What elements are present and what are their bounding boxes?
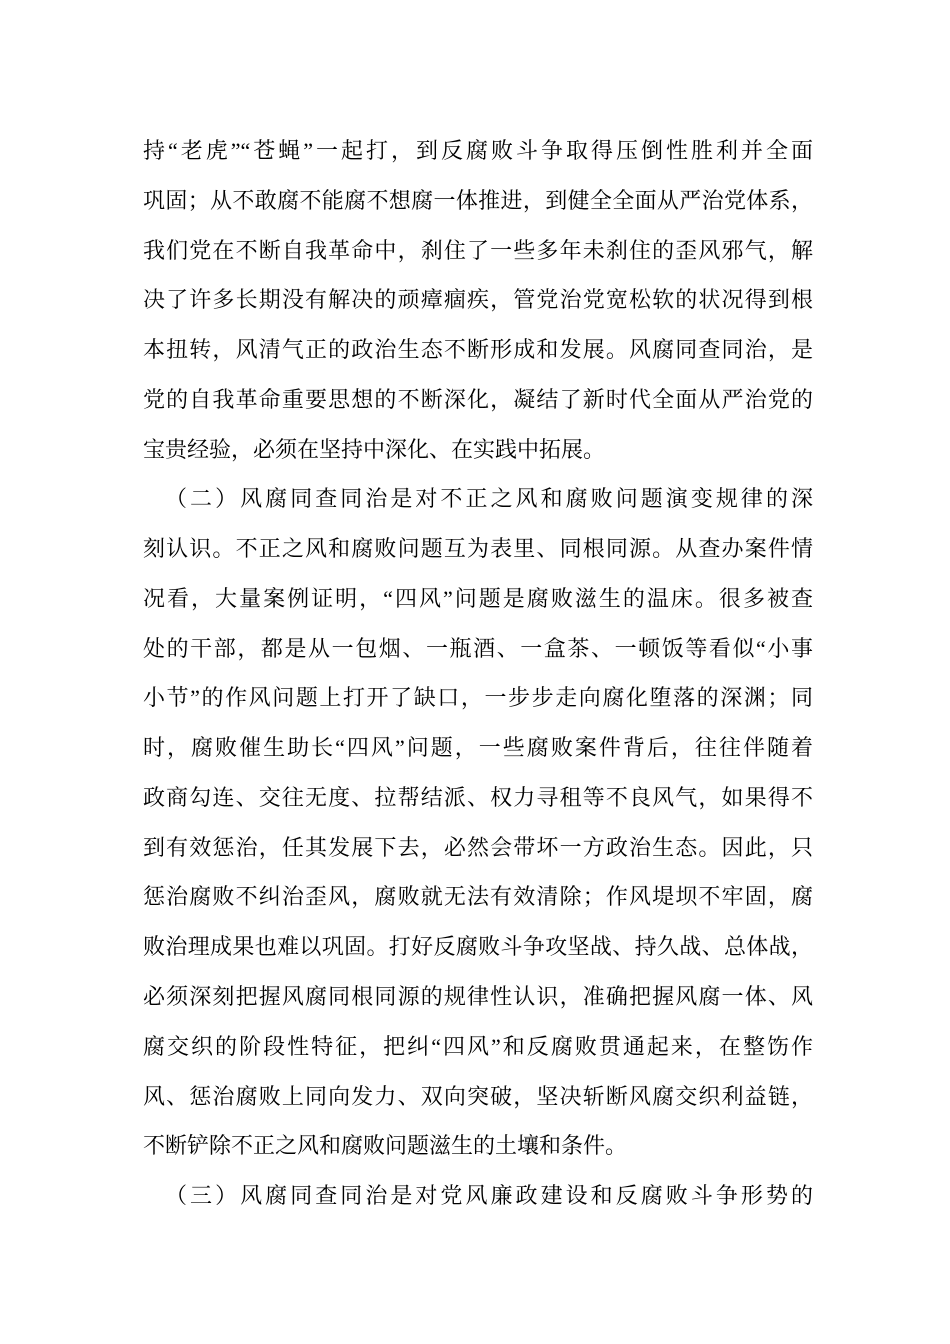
document-body <box>143 126 813 1221</box>
text-line: 时，腐败催生助长“四风”问题，一些腐败案件背后，往往伴随着 <box>143 735 813 761</box>
text-line: （三）风腐同查同治是对党风廉政建设和反腐败斗争形势的 <box>165 1183 813 1209</box>
text-line: 惩治腐败不纠治歪风，腐败就无法有效清除；作风堤坝不牢固，腐 <box>143 884 813 910</box>
text-line: 腐交织的阶段性特征，把纠“四风”和反腐败贯通起来，在整饬作 <box>143 1033 813 1059</box>
text-line: 到有效惩治，任其发展下去，必然会带坏一方政治生态。因此，只 <box>143 834 813 860</box>
text-line: 党的自我革命重要思想的不断深化，凝结了新时代全面从严治党的 <box>143 386 813 412</box>
paragraph <box>143 126 813 474</box>
paragraph <box>143 474 813 1171</box>
text-line: 政商勾连、交往无度、拉帮结派、权力寻租等不良风气，如果得不 <box>143 784 813 810</box>
text-line: 败治理成果也难以巩固。打好反腐败斗争攻坚战、持久战、总体战， <box>143 934 813 960</box>
text-line: 我们党在不断自我革命中，刹住了一些多年未刹住的歪风邪气，解 <box>143 237 813 263</box>
text-line: （二）风腐同查同治是对不正之风和腐败问题演变规律的深 <box>165 486 813 512</box>
text-line: 小节”的作风问题上打开了缺口，一步步走向腐化堕落的深渊；同 <box>143 685 813 711</box>
text-line: 本扭转，风清气正的政治生态不断形成和发展。风腐同查同治，是 <box>143 337 813 363</box>
text-line: 处的干部，都是从一包烟、一瓶酒、一盒茶、一顿饭等看似“小事 <box>143 635 813 661</box>
text-line: 巩固；从不敢腐不能腐不想腐一体推进，到健全全面从严治党体系， <box>143 187 813 213</box>
text-line: 刻认识。不正之风和腐败问题互为表里、同根同源。从查办案件情 <box>143 536 813 562</box>
text-line: 必须深刻把握风腐同根同源的规律性认识，准确把握风腐一体、风 <box>143 984 813 1010</box>
text-line: 风、惩治腐败上同向发力、双向突破，坚决斩断风腐交织利益链， <box>143 1083 813 1109</box>
text-line: 不断铲除不正之风和腐败问题滋生的土壤和条件。 <box>143 1133 628 1159</box>
text-line: 持“老虎”“苍蝇”一起打，到反腐败斗争取得压倒性胜利并全面 <box>143 138 813 163</box>
paragraph <box>143 1171 813 1221</box>
text-line: 宝贵经验，必须在坚持中深化、在实践中拓展。 <box>143 436 606 462</box>
text-line: 况看，大量案例证明，“四风”问题是腐败滋生的温床。很多被查 <box>143 585 813 611</box>
text-line: 决了许多长期没有解决的顽瘴痼疾，管党治党宽松软的状况得到根 <box>143 287 813 313</box>
